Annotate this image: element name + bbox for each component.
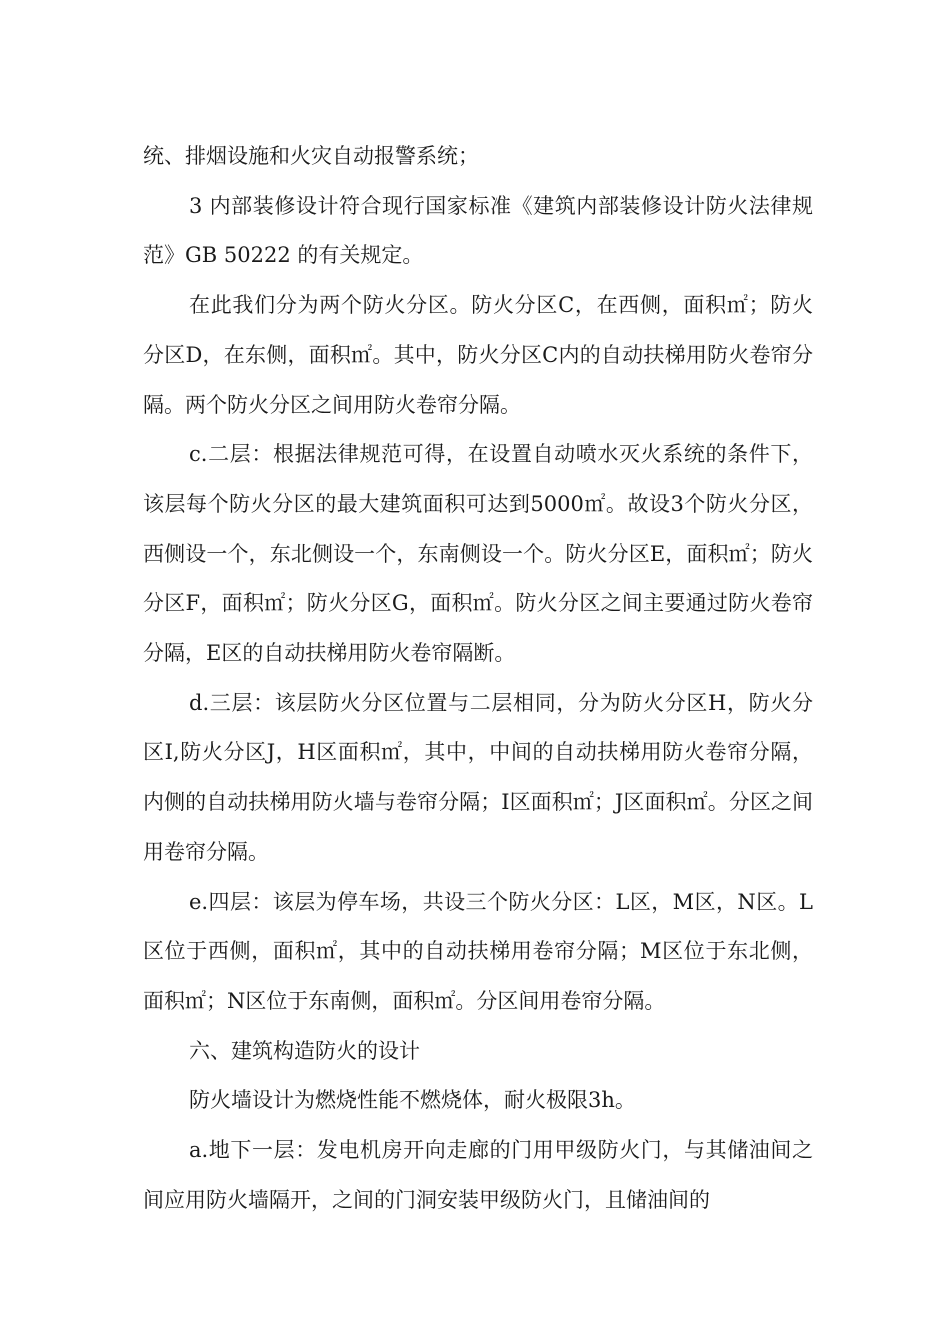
paragraph: 防火墙设计为燃烧性能不燃烧体，耐火极限3h。 — [189, 1088, 636, 1113]
paragraph: d.三层：该层防火分区位置与二层相同，分为防火分区H，防火分区I,防火分区J，H区面积㎡，其中，中间的自动扶梯用防火卷帘分隔，内侧的自动扶梯用防火墙与卷帘分隔；I区面积㎡；J区面积㎡。分区之间用卷帘分隔。 — [143, 690, 813, 864]
paragraph: 3 内部装修设计符合现行国家标准《建筑内部装修设计防火法律规范》GB 50222 的有关规定。 — [143, 193, 813, 268]
paragraph: c.二层：根据法律规范可得，在设置自动喷水灭火系统的条件下，该层每个防火分区的最大建筑面积可达到5000㎡。故设3个防火分区，西侧设一个，东北侧设一个，东南侧设一个。防火分区E，面积㎡；防火分区F，面积㎡；防火分区G，面积㎡。防火分区之间主要通过防火卷帘分隔，E区的自动扶梯用防火卷帘隔断。 — [143, 442, 813, 666]
paragraph: 统、排烟设施和火灾自动报警系统； — [143, 144, 479, 168]
paragraph: 在此我们分为两个防火分区。防火分区C，在西侧，面积㎡；防火分区D，在东侧，面积㎡。其中，防火分区C内的自动扶梯用防火卷帘分隔。两个防火分区之间用防火卷帘分隔。 — [143, 293, 813, 417]
paragraph: e.四层：该层为停车场，共设三个防火分区：L区，M区，N区。L区位于西侧，面积㎡，其中的自动扶梯用卷帘分隔；M区位于东北侧，面积㎡；N区位于东南侧，面积㎡。分区间用卷帘分隔。 — [143, 889, 813, 1013]
body-text — [143, 132, 813, 1225]
section-heading: 六、建筑构造防火的设计 — [189, 1038, 420, 1063]
paragraph: a.地下一层：发电机房开向走廊的门用甲级防火门，与其储油间之间应用防火墙隔开，之间的门洞安装甲级防火门，且储油间的 — [143, 1138, 813, 1212]
